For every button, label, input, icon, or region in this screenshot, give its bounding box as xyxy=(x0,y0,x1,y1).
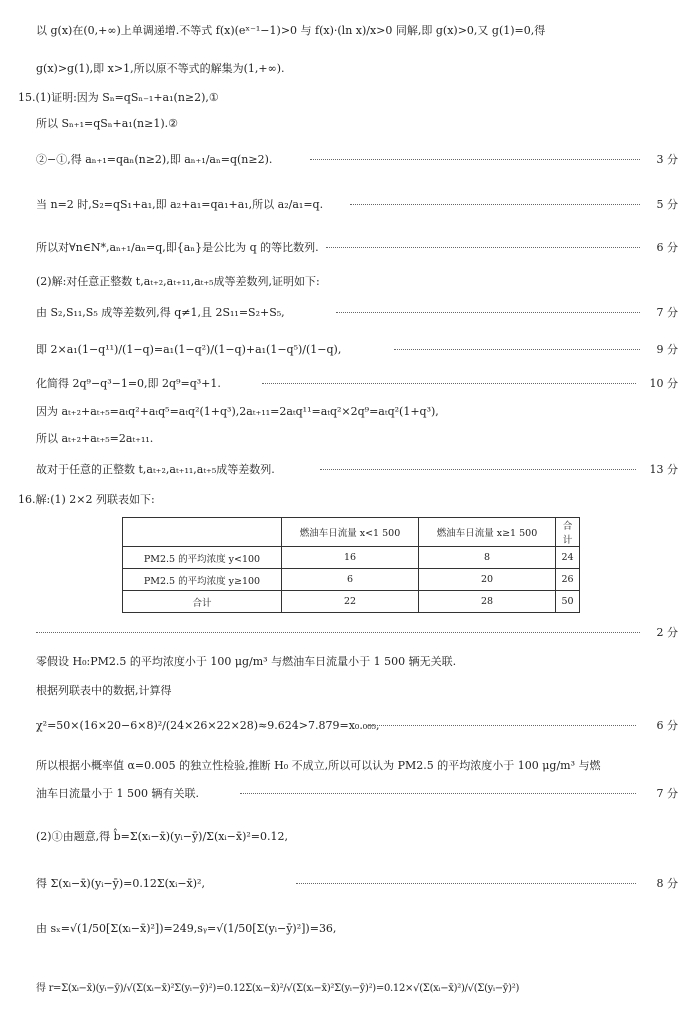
text-line xyxy=(0,149,692,171)
table-row xyxy=(123,547,580,569)
score-label: 7 分 xyxy=(656,787,678,800)
text-line xyxy=(0,783,692,805)
table-cell: 6 xyxy=(282,569,419,591)
text-line xyxy=(0,680,692,702)
score-leader xyxy=(394,349,640,350)
score-label: 8 分 xyxy=(656,877,678,890)
text-line xyxy=(0,271,692,293)
text-line xyxy=(0,401,692,423)
line-text: g(x)>g(1),即 x>1,所以原不等式的解集为(1,+∞). xyxy=(36,62,285,75)
score-label: 9 分 xyxy=(656,343,678,356)
score-label: 10 分 xyxy=(649,377,678,390)
table-cell: 16 xyxy=(282,547,419,569)
score-label: 6 分 xyxy=(656,719,678,732)
text-line xyxy=(0,373,692,395)
line-text: 即 2×a₁(1−q¹¹)/(1−q)=a₁(1−q²)/(1−q)+a₁(1−q⁵)/(1−q), xyxy=(36,343,342,356)
text-line xyxy=(0,58,692,80)
score-leader xyxy=(336,312,640,313)
score-label: 7 分 xyxy=(656,306,678,319)
score-leader xyxy=(326,247,640,248)
table-cell: 燃油车日流量 x≥1 500 xyxy=(419,518,556,547)
text-line xyxy=(0,428,692,450)
table-cell: 26 xyxy=(556,569,580,591)
score-leader xyxy=(320,469,636,470)
text-line xyxy=(0,194,692,216)
score-label: 5 分 xyxy=(656,198,678,211)
line-text: 所以 aₜ₊₂+aₜ₊₅=2aₜ₊₁₁. xyxy=(36,432,154,445)
score-leader xyxy=(350,204,640,205)
line-text: 由 sₓ=√(1/50[Σ(xᵢ−x̄)²])=249,sᵧ=√(1/50[Σ(yᵢ−ȳ)²])=36, xyxy=(36,922,337,935)
text-line xyxy=(0,873,692,895)
score-leader xyxy=(310,159,640,160)
text-line xyxy=(0,622,692,644)
line-text: 根据列联表中的数据,计算得 xyxy=(36,684,172,697)
text-line xyxy=(0,755,692,777)
score-label: 3 分 xyxy=(656,153,678,166)
line-text: 化简得 2q⁹−q³−1=0,即 2q⁹=q³+1. xyxy=(36,377,221,390)
table-cell: 20 xyxy=(419,569,556,591)
table-cell: 50 xyxy=(556,591,580,613)
line-text: 所以 Sₙ₊₁=qSₙ+a₁(n≥1).② xyxy=(36,117,178,130)
table-cell: PM2.5 的平均浓度 y<100 xyxy=(123,547,282,569)
line-text: χ²=50×(16×20−6×8)²/(24×26×22×28)≈9.624>7.879=x₀.₀₀₅, xyxy=(36,719,380,732)
text-line xyxy=(0,715,692,737)
score-label: 2 分 xyxy=(656,626,678,639)
contingency-table xyxy=(122,517,580,613)
line-text: 以 g(x)在(0,+∞)上单调递增.不等式 f(x)(eˣ⁻¹−1)>0 与 f(x)·(ln x)/x>0 同解,即 g(x)>0,又 g(1)=0,得 xyxy=(36,24,546,37)
text-line xyxy=(0,651,692,673)
line-text: 油车日流量小于 1 500 辆有关联. xyxy=(36,787,199,800)
text-line xyxy=(0,237,692,259)
text-line xyxy=(0,918,692,940)
text-line xyxy=(0,339,692,361)
table-header-row xyxy=(123,518,580,547)
text-line xyxy=(0,459,692,481)
table-cell: 28 xyxy=(419,591,556,613)
table-cell xyxy=(123,518,282,547)
table-cell: 燃油车日流量 x<1 500 xyxy=(282,518,419,547)
line-text: 16.解:(1) 2×2 列联表如下: xyxy=(18,493,155,506)
table-cell: 24 xyxy=(556,547,580,569)
line-text: 当 n=2 时,S₂=qS₁+a₁,即 a₂+a₁=qa₁+a₁,所以 a₂/a₁=q. xyxy=(36,198,324,211)
line-text: 15.(1)证明:因为 Sₙ=qSₙ₋₁+a₁(n≥2),① xyxy=(18,91,219,104)
score-leader xyxy=(36,632,640,633)
text-line xyxy=(0,20,692,42)
table-cell: 合计 xyxy=(556,518,580,547)
line-text: 得 r=Σ(xᵢ−x̄)(yᵢ−ȳ)/√(Σ(xᵢ−x̄)²Σ(yᵢ−ȳ)²)=0.12Σ(xᵢ−x̄)²/√(Σ(xᵢ−x̄)²Σ(yᵢ−ȳ)²)=0.12×√(Σ(xᵢ−x̄)²)/√(Σ(yᵢ−ȳ)²) xyxy=(36,983,520,994)
text-line xyxy=(0,489,692,511)
text-line xyxy=(0,87,692,109)
table-cell: 22 xyxy=(282,591,419,613)
line-text: 故对于任意的正整数 t,aₜ₊₂,aₜ₊₁₁,aₜ₊₅成等差数列. xyxy=(36,463,275,476)
score-label: 6 分 xyxy=(656,241,678,254)
line-text: (2)①由题意,得 b̂=Σ(xᵢ−x̄)(yᵢ−ȳ)/Σ(xᵢ−x̄)²=0.12, xyxy=(36,830,288,843)
line-text: ②−①,得 aₙ₊₁=qaₙ(n≥2),即 aₙ₊₁/aₙ=q(n≥2). xyxy=(36,153,273,166)
line-text: 所以对∀n∈N*,aₙ₊₁/aₙ=q,即{aₙ}是公比为 q 的等比数列. xyxy=(36,241,319,254)
table-cell: 8 xyxy=(419,547,556,569)
score-label: 13 分 xyxy=(649,463,678,476)
line-text: 由 S₂,S₁₁,S₅ 成等差数列,得 q≠1,且 2S₁₁=S₂+S₅, xyxy=(36,306,285,319)
score-leader xyxy=(262,383,636,384)
line-text: (2)解:对任意正整数 t,aₜ₊₂,aₜ₊₁₁,aₜ₊₅成等差数列,证明如下: xyxy=(36,275,320,288)
table-cell: PM2.5 的平均浓度 y≥100 xyxy=(123,569,282,591)
line-text: 所以根据小概率值 α=0.005 的独立性检验,推断 H₀ 不成立,所以可以认为 PM2.5 的平均浓度小于 100 μg/m³ 与燃 xyxy=(36,759,601,772)
text-line xyxy=(0,113,692,135)
line-text: 零假设 H₀:PM2.5 的平均浓度小于 100 μg/m³ 与燃油车日流量小于 1 500 辆无关联. xyxy=(36,655,457,668)
line-text: 因为 aₜ₊₂+aₜ₊₅=aₜq²+aₜq⁵=aₜq²(1+q³),2aₜ₊₁₁=2aₜq¹¹=aₜq²×2q⁹=aₜq²(1+q³), xyxy=(36,405,439,418)
table-row xyxy=(123,591,580,613)
score-leader xyxy=(296,883,636,884)
text-line xyxy=(0,826,692,848)
table-row xyxy=(123,569,580,591)
text-line xyxy=(0,302,692,324)
line-text: 得 Σ(xᵢ−x̄)(yᵢ−ȳ)=0.12Σ(xᵢ−x̄)², xyxy=(36,877,205,890)
score-leader xyxy=(368,725,636,726)
table-cell: 合计 xyxy=(123,591,282,613)
text-line xyxy=(0,978,692,1000)
score-leader xyxy=(240,793,636,794)
